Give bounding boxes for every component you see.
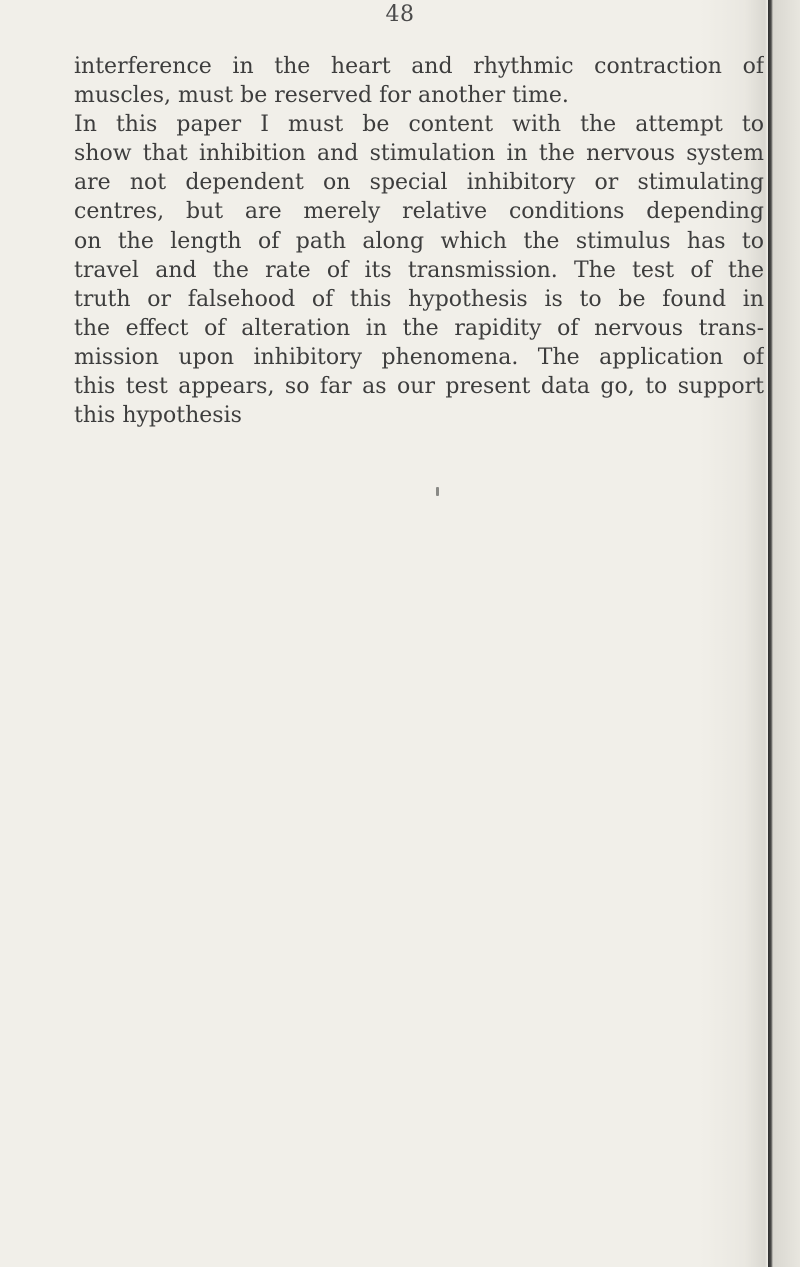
- text-line: show that inhibition and stimulation in the nervous system: [74, 141, 764, 167]
- page-number: 48: [385, 2, 415, 27]
- text-line: this test appears, so far as our present data go, to support: [74, 374, 764, 400]
- text-line: this hypothesis: [74, 403, 242, 429]
- text-line: centres, but are merely relative conditions depending: [74, 199, 764, 225]
- text-line: muscles, must be reserved for another time.: [74, 83, 569, 109]
- text-line: In this paper I must be content with the attempt to: [74, 112, 764, 138]
- text-line: mission upon inhibitory phenomena. The application of: [74, 344, 764, 370]
- paper-speck: [436, 487, 439, 496]
- text-line: interference in the heart and rhythmic contraction of: [74, 54, 764, 79]
- text-line: travel and the rate of its transmission. The test of the: [74, 257, 764, 283]
- text-line: on the length of path along which the stimulus has to: [74, 228, 764, 254]
- body-paragraph: [74, 52, 764, 430]
- text-line: the effect of alteration in the rapidity of nervous trans-: [74, 315, 764, 341]
- page-binding-edge: [768, 0, 800, 1267]
- text-line: truth or falsehood of this hypothesis is to be found in: [74, 286, 764, 312]
- text-line: are not dependent on special inhibitory or stimulating: [74, 170, 764, 196]
